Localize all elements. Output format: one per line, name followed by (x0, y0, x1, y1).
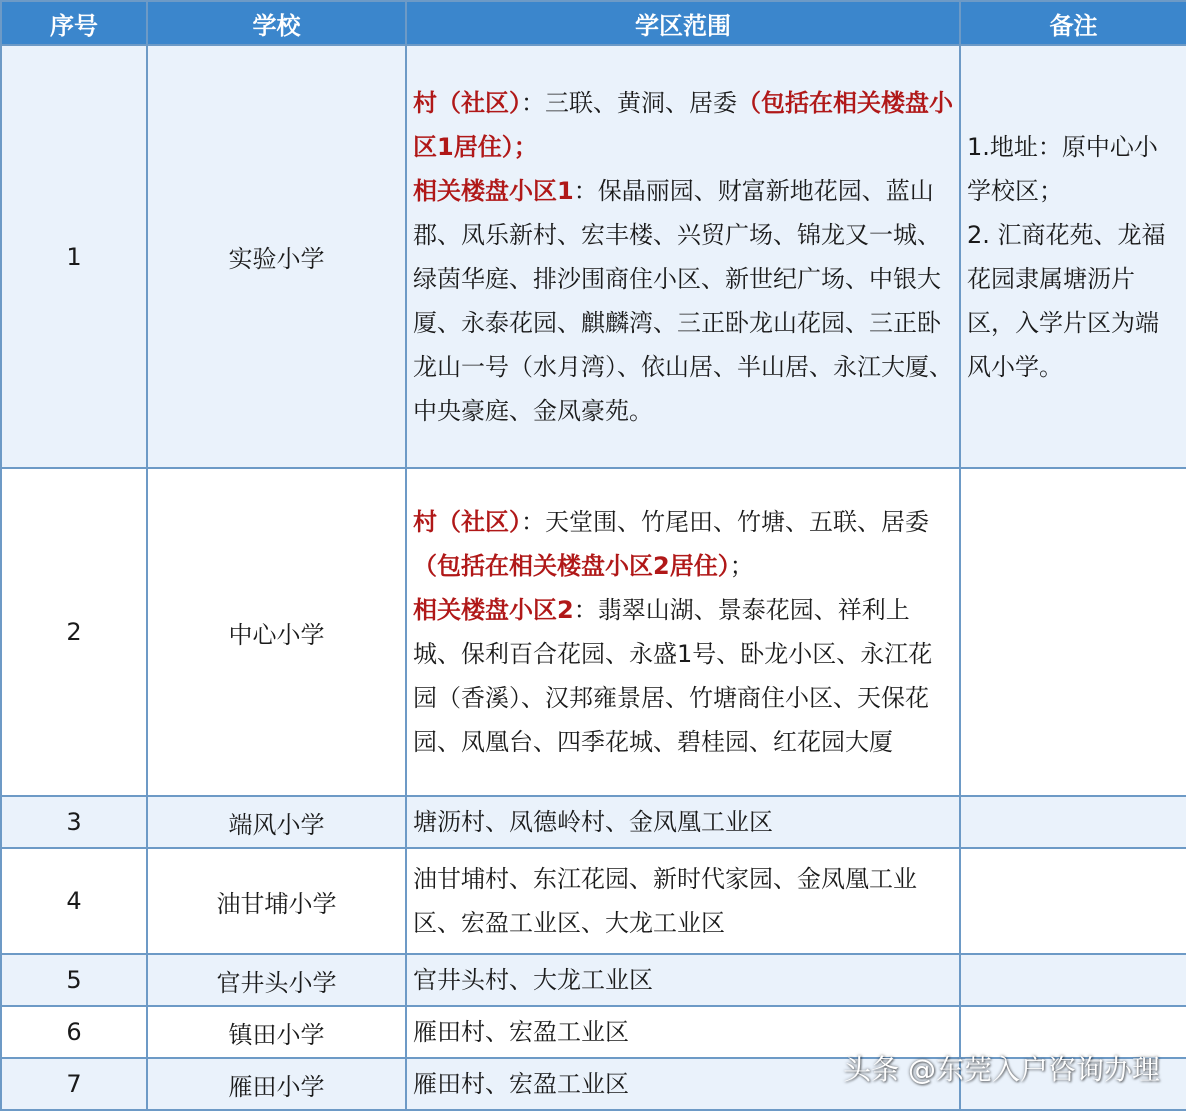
row-note (960, 954, 1186, 1006)
row-school: 官井头小学 (147, 954, 406, 1006)
table-row (1, 796, 1186, 848)
row-range (406, 45, 960, 468)
range-estate-list: ：翡翠山湖、景泰花园、祥利上城、保利百合花园、永盛1号、卧龙小区、永江花园（香溪）、汉邦雍景居、竹塘商住小区、天保花园、凤凰台、四季花城、碧桂园、红花园大厦 (413, 596, 933, 756)
table-row (1, 954, 1186, 1006)
row-index: 6 (1, 1006, 147, 1058)
range-village-note: （包括在相关楼盘小区2居住） (413, 552, 730, 580)
row-range: 雁田村、宏盈工业区 (406, 1006, 960, 1058)
watermark: 头条 @东莞入户咨询办理 (843, 1053, 1160, 1086)
range-paragraph-villages (413, 81, 953, 169)
row-school: 端风小学 (147, 796, 406, 848)
row-school: 实验小学 (147, 45, 406, 468)
row-school: 油甘埔小学 (147, 848, 406, 954)
table-row (1, 468, 1186, 796)
table-row (1, 45, 1186, 468)
note-text: 1.地址：原中心小学校区； 2. 汇商花苑、龙福花园隶属塘沥片区，入学片区为端风小学。 (967, 132, 1166, 381)
row-school: 镇田小学 (147, 1006, 406, 1058)
row-index: 3 (1, 796, 147, 848)
row-index: 5 (1, 954, 147, 1006)
table-header-row (1, 1, 1186, 45)
range-label-estates: 相关楼盘小区1 (413, 176, 574, 205)
header-index: 序号 (1, 1, 147, 45)
range-village-list: ：三联、黄洞、居委 (521, 88, 737, 117)
range-village-note: （包括在相关楼盘小区1居住）； (413, 88, 953, 161)
range-paragraph-estates (413, 588, 953, 764)
row-index: 4 (1, 848, 147, 954)
row-range: 塘沥村、凤德岭村、金凤凰工业区 (406, 796, 960, 848)
range-village-tail: ； (729, 552, 754, 580)
row-note (960, 45, 1186, 468)
header-school: 学校 (147, 1, 406, 45)
range-estate-list: ：保晶丽园、财富新地花园、蓝山郡、凤乐新村、宏丰楼、兴贸广场、锦龙又一城、绿茵华庭、排沙围商住小区、新世纪广场、中银大厦、永泰花园、麒麟湾、三正卧龙山花园、三正卧龙山一号（水月湾）、依山居、半山居、永江大厦、中央豪庭、金凤豪苑。 (413, 176, 953, 425)
row-range: 油甘埔村、东江花园、新时代家园、金凤凰工业区、宏盈工业区、大龙工业区 (406, 848, 960, 954)
range-village-list: ：天堂围、竹尾田、竹塘、五联、居委 (521, 508, 929, 536)
row-index: 1 (1, 45, 147, 468)
row-note (960, 848, 1186, 954)
row-index: 2 (1, 468, 147, 796)
header-note: 备注 (960, 1, 1186, 45)
range-label-village: 村（社区） (413, 508, 521, 536)
range-paragraph-estates (413, 169, 953, 433)
row-range: 官井头村、大龙工业区 (406, 954, 960, 1006)
range-label-estates: 相关楼盘小区2 (413, 596, 574, 624)
table-row (1, 848, 1186, 954)
header-range: 学区范围 (406, 1, 960, 45)
row-range (406, 468, 960, 796)
row-range: 雁田村、宏盈工业区 (406, 1058, 960, 1110)
row-school: 中心小学 (147, 468, 406, 796)
row-note (960, 796, 1186, 848)
row-index: 7 (1, 1058, 147, 1110)
row-note (960, 468, 1186, 796)
row-school: 雁田小学 (147, 1058, 406, 1110)
range-paragraph-villages (413, 500, 953, 588)
range-label-village: 村（社区） (413, 88, 521, 117)
